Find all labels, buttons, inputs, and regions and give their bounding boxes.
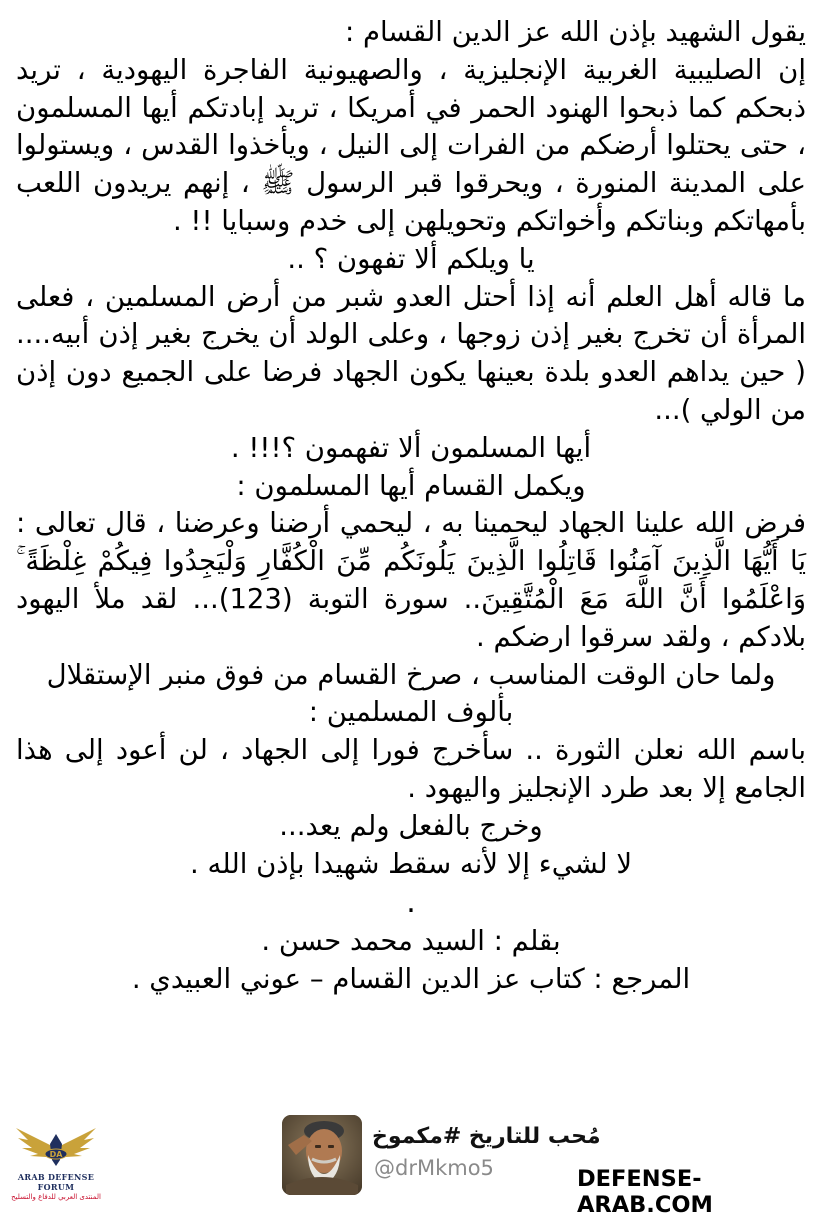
article-separator-dot: . (406, 885, 416, 921)
article-line: لا لشيء إلا لأنه سقط شهيدا بإذن الله . (189, 847, 632, 880)
article-line: وخرج بالفعل ولم يعد... (279, 809, 543, 842)
article-paragraph-with-verse (16, 505, 806, 656)
article-author: بقلم : السيد محمد حسن . (261, 925, 561, 958)
logo-title-english: ARAB DEFENSE FORUM (17, 1172, 95, 1192)
account-handle[interactable]: @drMkmo5 (374, 1156, 494, 1180)
logo-title-arabic: المنتدى العربي للدفاع والتسليح (11, 1193, 101, 1201)
article-verse-reference: .. سورة التوبة (123)... لقد ملأ اليهود بلادكم ، ولقد سرقوا ارضكم . (16, 582, 806, 653)
article-reference: المرجع : كتاب عز الدين القسام – عوني العبيدي . (131, 963, 691, 996)
quran-verse: يَا أَيُّهَا الَّذِينَ آمَنُوا قَاتِلُوا الَّذِينَ يَلُونَكُم مِّنَ الْكُفَّارِ وَلْيَجِدُوا فِيكُمْ غِلْظَةً ۚ وَاعْلَمُوا أَنَّ اللَّهَ مَعَ الْمُتَّقِينَ (16, 545, 806, 615)
eagle-emblem-icon (14, 1124, 98, 1170)
article-paragraph: باسم الله نعلن الثورة .. سأخرج فورا إلى الجهاد ، لن أعود إلى هذا الجامع إلا بعد طرد الإنجليز واليهود . (16, 734, 806, 804)
article-exclamation: يا ويلكم ألا تفهون ؟ .. (287, 242, 535, 275)
arab-defense-forum-logo (6, 1124, 106, 1200)
website-watermark: DEFENSE-ARAB.COM (577, 1166, 713, 1218)
article-paragraph: ما قاله أهل العلم أنه إذا أحتل العدو شبر من أرض المسلمين ، فعلى المرأة أن تخرج بغير إذن زوجها ، وعلى الولد أن يخرج بغير إذن أبيه.... ( حين يداهم العدو بلدة بعينها يكون الجهاد فرضا على الجميع دون إذن من الولي )... (16, 280, 806, 426)
article-paragraph: ولما حان الوقت المناسب ، صرخ القسام من فوق منبر الإستقلال بألوف المسلمين : (46, 658, 776, 729)
article-text (16, 14, 806, 999)
article-paragraph: إن الصليبية الغربية الإنجليزية ، والصهيونية الفاجرة اليهودية ، تريد ذبحكم كما ذبحوا الهنود الحمر في أمريكا ، تريد إبادتكم أيها المسلمون ، حتى يحتلوا أرضكم من الفرات إلى النيل ، ويأخذوا القدس ، ويستولوا على المدينة المنورة ، ويحرقوا قبر الرسول ﷺ ، إنهم يريدون اللعب بأمهاتكم وبناتكم وأخواتكم وتحويلهن إلى خدم وسبايا !! . (16, 53, 806, 237)
avatar[interactable] (282, 1115, 362, 1195)
article-opening-line: يقول الشهيد بإذن الله عز الدين القسام : (344, 16, 806, 48)
footer (0, 1110, 821, 1218)
elderly-man-saluting-photo (282, 1115, 362, 1195)
account-display-name: مُحب للتاريخ #مكموخ (372, 1124, 601, 1149)
logo-badge-text: DA (49, 1150, 63, 1159)
article-exclamation: أيها المسلمون ألا تفهمون ؟!!! . (230, 431, 592, 464)
article-opening-line: ويكمل القسام أيها المسلمون : (236, 469, 586, 502)
article-verse-intro: فرض الله علينا الجهاد ليحمينا به ، ليحمي أرضنا وعرضنا ، قال تعالى : (16, 507, 806, 540)
